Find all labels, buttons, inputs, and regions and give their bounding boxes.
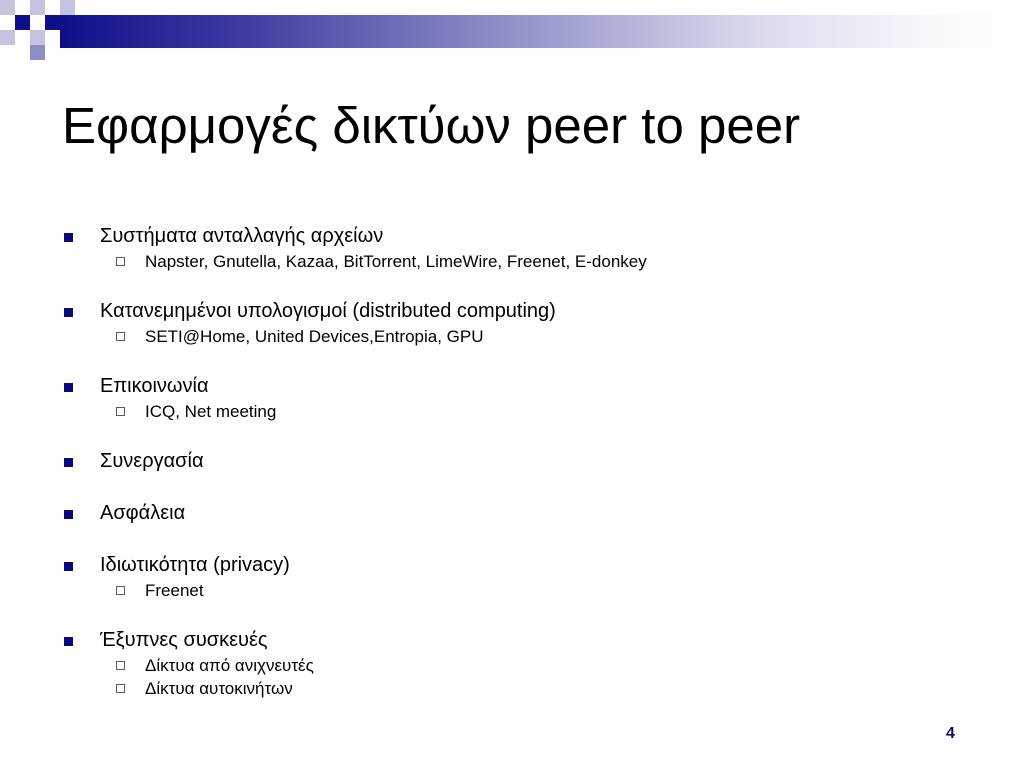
bullet-text: Ιδιωτικότητα (privacy) xyxy=(100,554,290,576)
hollow-square-bullet-icon xyxy=(116,332,125,341)
bullet-level2 xyxy=(62,579,982,602)
page-number: 4 xyxy=(946,725,955,742)
decor-square-light xyxy=(0,30,15,45)
sub-bullet-text: Freenet xyxy=(145,581,204,600)
bullet-level2 xyxy=(62,325,982,348)
bullet-text: Ασφάλεια xyxy=(100,502,186,524)
square-bullet-icon xyxy=(64,562,73,571)
bullet-level2 xyxy=(62,400,982,423)
sub-bullet-text: Δίκτυα από ανιχνευτές xyxy=(145,656,314,675)
bullet-text: Κατανεμημένοι υπολογισμοί (distributed computing) xyxy=(100,300,556,322)
decor-square-dark xyxy=(45,15,60,30)
hollow-square-bullet-icon xyxy=(116,586,125,595)
hollow-square-bullet-icon xyxy=(116,684,125,693)
list-item xyxy=(62,447,982,475)
bullet-level1 xyxy=(62,222,982,250)
bullet-level1 xyxy=(62,626,982,654)
list-item xyxy=(62,626,982,700)
hollow-square-bullet-icon xyxy=(116,407,125,416)
bullet-level2 xyxy=(62,654,982,677)
bullet-level1 xyxy=(62,447,982,475)
header-gradient-bar xyxy=(60,15,1024,48)
square-bullet-icon xyxy=(64,308,73,317)
decor-square-dark xyxy=(15,15,30,30)
hollow-square-bullet-icon xyxy=(116,257,125,266)
bullet-level2 xyxy=(62,677,982,700)
square-bullet-icon xyxy=(64,383,73,392)
hollow-square-bullet-icon xyxy=(116,661,125,670)
bullet-text: Συνεργασία xyxy=(100,450,204,472)
square-bullet-icon xyxy=(64,458,73,467)
decor-square-light xyxy=(0,0,15,15)
bullet-text: Επικοινωνία xyxy=(100,375,209,397)
bullet-level1 xyxy=(62,297,982,325)
sub-bullet-text: SETI@Home, United Devices,Entropia, GPU xyxy=(145,327,484,346)
sub-bullet-text: ICQ, Net meeting xyxy=(145,402,277,421)
square-bullet-icon xyxy=(64,233,73,242)
bullet-list xyxy=(62,222,982,724)
bullet-level2 xyxy=(62,250,982,273)
decor-square-mid xyxy=(30,45,45,60)
bullet-text: Έξυπνες συσκευές xyxy=(100,629,268,651)
list-item xyxy=(62,222,982,273)
square-bullet-icon xyxy=(64,637,73,646)
sub-bullet-text: Napster, Gnutella, Kazaa, BitTorrent, LimeWire, Freenet, E-donkey xyxy=(145,252,647,271)
list-item xyxy=(62,372,982,423)
decor-square-light xyxy=(60,0,75,15)
sub-bullet-text: Δίκτυα αυτοκινήτων xyxy=(145,679,293,698)
bullet-level1 xyxy=(62,551,982,579)
bullet-level1 xyxy=(62,372,982,400)
decor-square-light xyxy=(30,30,45,45)
list-item xyxy=(62,499,982,527)
bullet-level1 xyxy=(62,499,982,527)
list-item xyxy=(62,297,982,348)
decor-square-light xyxy=(30,0,45,15)
bullet-text: Συστήματα ανταλλαγής αρχείων xyxy=(100,225,384,247)
square-bullet-icon xyxy=(64,510,73,519)
list-item xyxy=(62,551,982,602)
slide-title: Εφαρμογές δικτύων peer to peer xyxy=(62,97,801,154)
